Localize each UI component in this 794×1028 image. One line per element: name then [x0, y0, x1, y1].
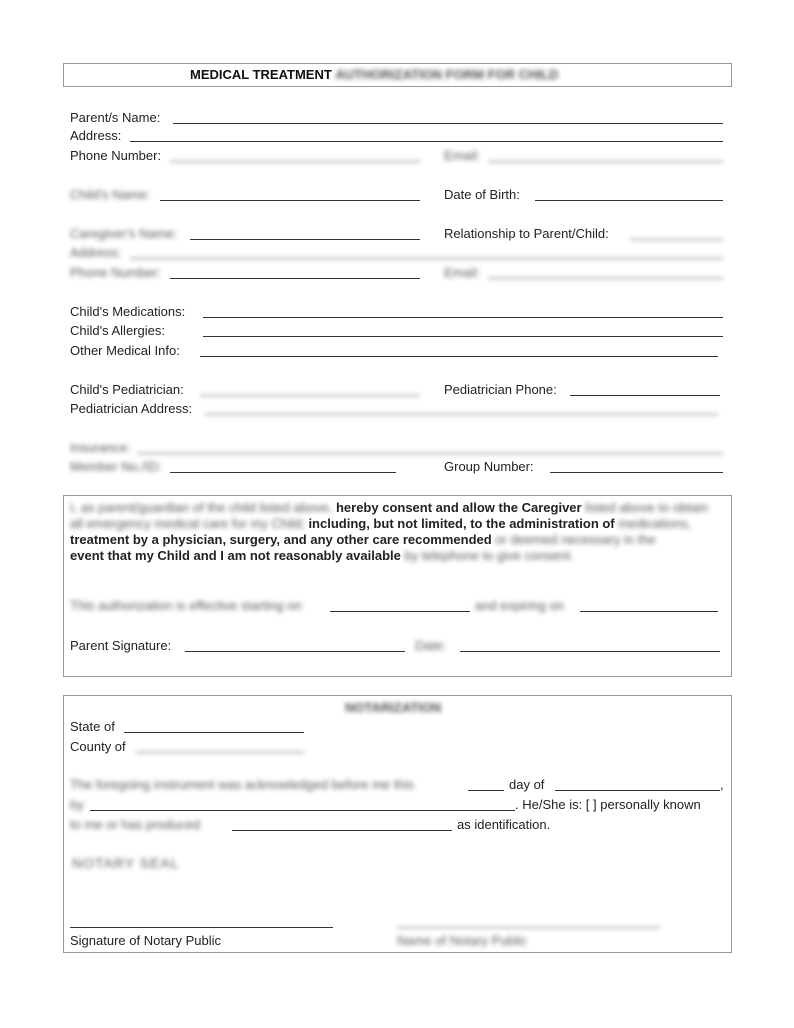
child-dob-label: Date of Birth:: [444, 187, 520, 202]
effective-start-field[interactable]: [330, 611, 470, 612]
notary-name-text: Name of Notary Public: [397, 933, 528, 948]
page-title: [190, 67, 558, 83]
insurance-label: Insurance:: [70, 440, 131, 455]
pediatrician-phone-field[interactable]: [570, 395, 720, 396]
notary-name-label: [397, 933, 527, 949]
member-label: Member No./ID:: [70, 459, 162, 474]
insurance-field[interactable]: [137, 453, 723, 454]
ack-comma: ,: [720, 777, 724, 792]
state-label: State of: [70, 719, 115, 734]
consent-l2b: including, but not limited, to the administration of: [308, 516, 615, 531]
consent-l1b: hereby consent and allow the Caregiver: [335, 500, 582, 515]
parent-address-field[interactable]: [130, 141, 723, 142]
notary-seal: NOTARY SEAL: [72, 855, 180, 871]
ack-dayof: day of: [509, 777, 545, 792]
member-field[interactable]: [170, 472, 396, 473]
notary-name-field[interactable]: [397, 927, 660, 928]
ack-text: The foregoing instrument was acknowledged before me this: [70, 777, 414, 792]
consent-l2a: all emergency medical care for my Child;: [70, 516, 305, 531]
ack-by: by: [70, 797, 84, 812]
consent-paragraph: [70, 500, 720, 564]
consent-l3a: treatment by a physician, surgery, and any other care recommended: [70, 532, 492, 547]
parent-phone-label: Phone Number:: [70, 148, 162, 163]
identification-text: as identification.: [457, 817, 551, 832]
caregiver-phone-field[interactable]: [170, 278, 420, 279]
allergies-field[interactable]: [203, 336, 723, 337]
known-text: . He/She is: [ ] personally known: [515, 797, 701, 812]
parent-email-label: Email:: [444, 148, 481, 163]
group-label: Group Number:: [444, 459, 534, 474]
ack-line: [70, 777, 414, 793]
pediatrician-field[interactable]: [200, 395, 420, 396]
ack-day-field[interactable]: [468, 790, 504, 791]
parent-signature-field[interactable]: [185, 651, 405, 652]
consent-l3b: or deemed necessary in the: [495, 532, 656, 547]
caregiver-relationship-field[interactable]: [630, 239, 723, 240]
notary-signature-field[interactable]: [70, 927, 333, 928]
consent-l1c: listed above to obtain: [585, 500, 709, 515]
medications-field[interactable]: [203, 317, 723, 318]
child-name-label: Child's Name:: [70, 187, 151, 202]
child-dob-field[interactable]: [535, 200, 723, 201]
effective-end-field[interactable]: [580, 611, 718, 612]
pediatrician-address-label: Pediatrician Address:: [70, 401, 193, 416]
parent-address-label: Address:: [70, 128, 122, 143]
pediatrician-address-field[interactable]: [205, 414, 718, 415]
expiring-label: and expiring on: [475, 598, 564, 613]
caregiver-relationship-label: [444, 226, 609, 242]
caregiver-name-label: Caregiver's Name:: [70, 226, 178, 241]
consent-l1a: I, as parent/guardian of the child listed above,: [70, 500, 333, 515]
other-medical-label: Other Medical Info:: [70, 343, 180, 358]
signature-date-label: Date:: [415, 638, 447, 653]
pediatrician-phone-label: Pediatrician Phone:: [444, 382, 557, 397]
title-main: MEDICAL TREATMENT: [190, 67, 332, 82]
produced-field[interactable]: [232, 830, 452, 831]
county-label: County of: [70, 739, 126, 754]
allergies-label: Child's Allergies:: [70, 323, 165, 338]
other-medical-field[interactable]: [200, 356, 718, 357]
notary-signature-label: Signature of Notary Public: [70, 933, 222, 948]
caregiver-name-field[interactable]: [190, 239, 420, 240]
caregiver-address-label: Address:: [70, 245, 122, 260]
notary-heading: NOTARIZATION: [345, 700, 442, 715]
parent-signature-label: Parent Signature:: [70, 638, 172, 653]
group-field[interactable]: [550, 472, 723, 473]
state-field[interactable]: [124, 732, 304, 733]
caregiver-email-label: Email:: [444, 265, 481, 280]
effective-label: [70, 598, 302, 614]
ack-person-field[interactable]: [90, 810, 515, 811]
title-rest: AUTHORIZATION FORM FOR CHILD: [335, 67, 559, 82]
relationship-text: Relationship to Parent/Child:: [444, 226, 609, 241]
consent-l4a: event that my Child and I am not reasonably available: [70, 548, 401, 563]
county-field[interactable]: [136, 752, 304, 753]
effective-text: This authorization is effective starting on: [70, 598, 302, 613]
child-name-field[interactable]: [160, 200, 420, 201]
parent-phone-field[interactable]: [170, 161, 420, 162]
pediatrician-label: Child's Pediatrician:: [70, 382, 184, 397]
medications-label: Child's Medications:: [70, 304, 186, 319]
parent-name-label: Parent/s Name:: [70, 110, 161, 125]
ack-month-field[interactable]: [555, 790, 720, 791]
parent-email-field[interactable]: [488, 161, 723, 162]
caregiver-address-field[interactable]: [130, 258, 723, 259]
caregiver-phone-label: Phone Number:: [70, 265, 162, 280]
signature-date-field[interactable]: [460, 651, 720, 652]
consent-l4b: by telephone to give consent.: [404, 548, 574, 563]
produced-label: to me or has produced: [70, 817, 201, 832]
caregiver-email-field[interactable]: [488, 278, 723, 279]
consent-l2c: medications,: [618, 516, 692, 531]
parent-name-field[interactable]: [173, 123, 723, 124]
